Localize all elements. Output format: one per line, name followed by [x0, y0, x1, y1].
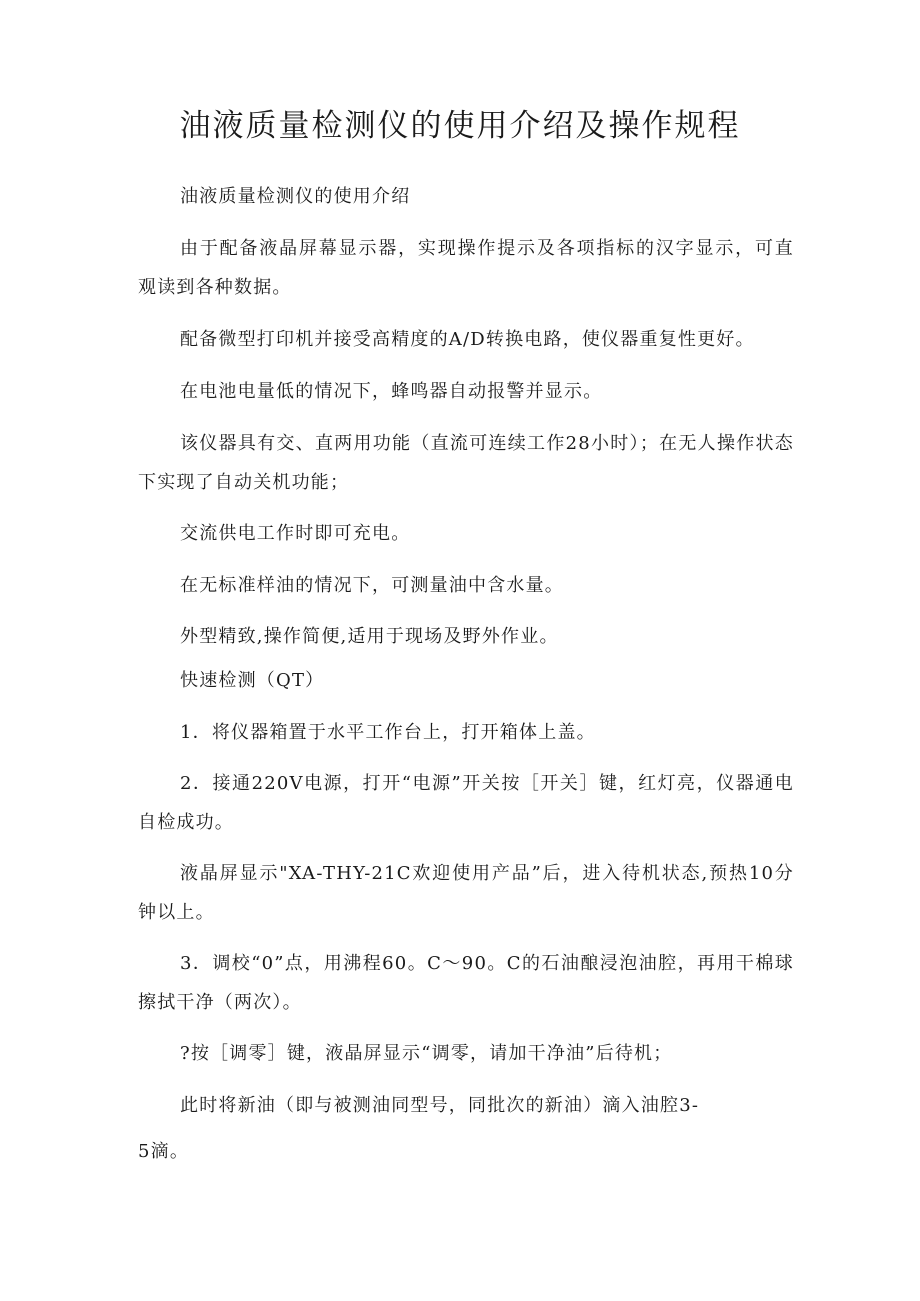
paragraph-quick-test-heading: 快速检测（QT） [180, 670, 325, 691]
paragraph-step-3: 3．调校“0”点，用沸程60。C～90。C的石油酿浸泡油腔，再用干棉球擦拭干净（两次）。 [138, 953, 794, 1013]
document-title: 油液质量检测仪的使用介绍及操作规程 [179, 108, 741, 144]
paragraph-battery-alarm: 在电池电量低的情况下，蜂鸣器自动报警并显示。 [180, 381, 603, 402]
paragraph-printer: 配备微型打印机并接受高精度的A/D转换电路，使仪器重复性更好。 [180, 329, 755, 350]
paragraph-add-new-oil: 此时将新油（即与被测油同型号，同批次的新油）滴入油腔3- [180, 1095, 700, 1116]
paragraph-section-heading: 油液质量检测仪的使用介绍 [180, 186, 411, 207]
paragraph-zero-key: ?按［调零］键，液晶屏显示“调零，请加干净油”后待机； [180, 1043, 673, 1064]
paragraph-charging: 交流供电工作时即可充电。 [180, 523, 411, 544]
paragraph-design: 外型精致,操作简便,适用于现场及野外作业。 [180, 626, 559, 647]
paragraph-ac-dc: 该仪器具有交、直两用功能（直流可连续工作28小时）；在无人操作状态下实现了自动关机功能； [138, 433, 794, 493]
paragraph-drops: 5滴。 [138, 1141, 190, 1162]
paragraph-step-2: 2．接通220V电源，打开“电源”开关按［开关］键，红灯亮，仪器通电自检成功。 [138, 773, 794, 833]
paragraph-lcd-welcome: 液晶屏显示"XA-THY-21C欢迎使用产品”后，进入待机状态,预热10分钟以上。 [138, 863, 794, 923]
paragraph-step-1: 1．将仪器箱置于水平工作台上，打开箱体上盖。 [180, 722, 596, 743]
paragraph-water-content: 在无标准样油的情况下，可测量油中含水量。 [180, 575, 564, 596]
paragraph-lcd-display: 由于配备液晶屏幕显示器，实现操作提示及各项指标的汉字显示，可直观读到各种数据。 [138, 238, 794, 298]
